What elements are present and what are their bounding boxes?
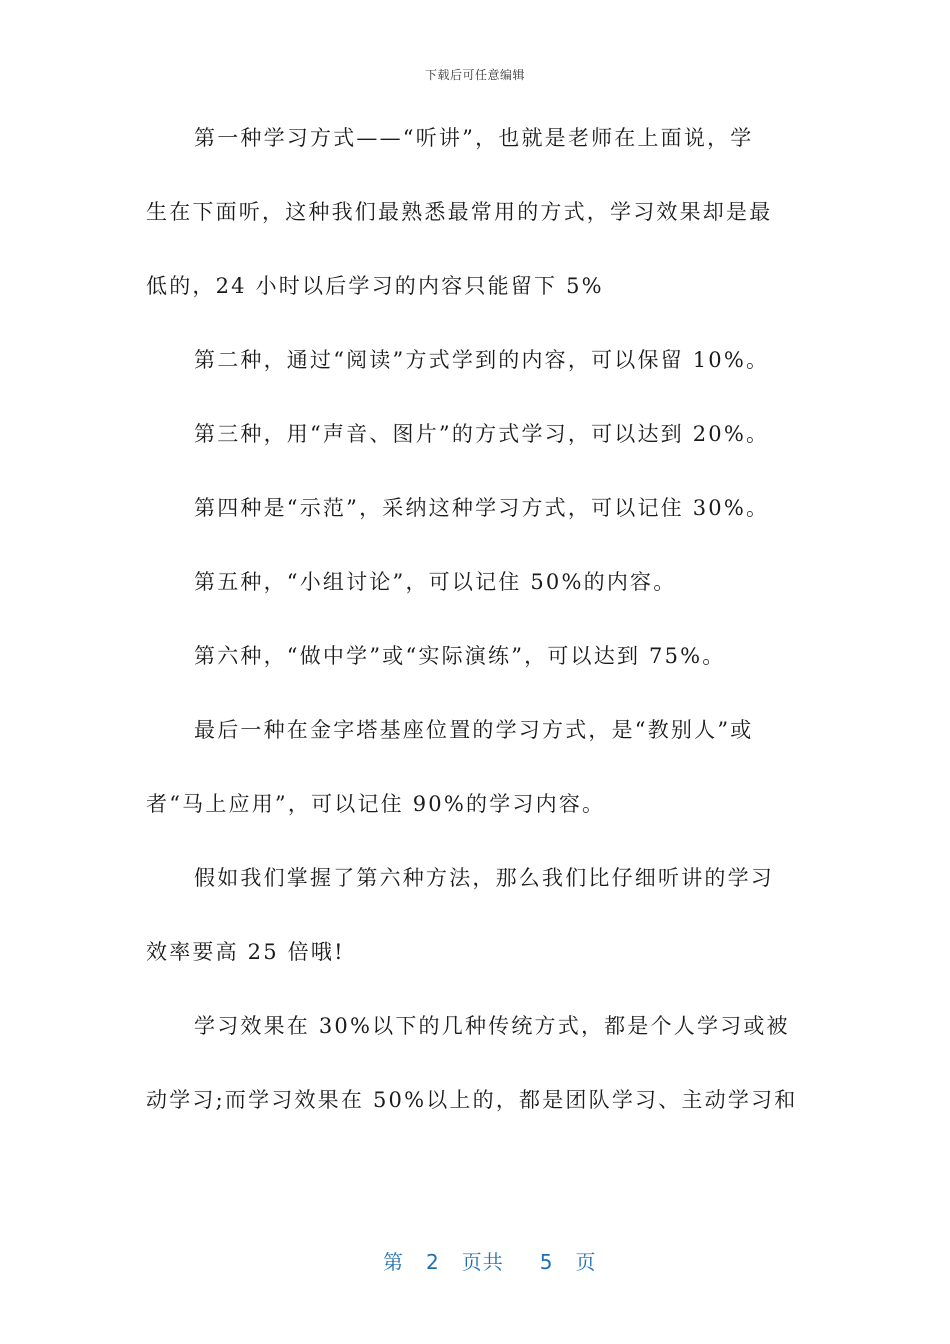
paragraph-line: 学习效果在 30%以下的几种传统方式，都是个人学习或被 bbox=[194, 1014, 790, 1038]
page-middle: 页共 bbox=[461, 1250, 504, 1274]
paragraph-line: 第三种，用“声音、图片”的方式学习，可以达到 20%。 bbox=[194, 422, 770, 446]
page-current-number: 2 bbox=[425, 1250, 440, 1274]
paragraph-line: 第一种学习方式——“听讲”，也就是老师在上面说，学 bbox=[194, 126, 754, 150]
paragraph-line: 生在下面听，这种我们最熟悉最常用的方式，学习效果却是最 bbox=[146, 200, 773, 224]
paragraph-line: 动学习;而学习效果在 50%以上的，都是团队学习、主动学习和 bbox=[146, 1088, 798, 1112]
page-prefix: 第 bbox=[382, 1250, 404, 1274]
paragraph-line: 假如我们掌握了第六种方法，那么我们比仔细听讲的学习 bbox=[194, 866, 774, 890]
page-header: 下载后可任意编辑 bbox=[424, 68, 525, 82]
document-body bbox=[146, 120, 796, 1156]
paragraph-line: 第五种，“小组讨论”，可以记住 50%的内容。 bbox=[194, 570, 677, 594]
paragraph-line: 第二种，通过“阅读”方式学到的内容，可以保留 10%。 bbox=[194, 348, 770, 372]
page-footer bbox=[0, 1222, 950, 1299]
page-suffix: 页 bbox=[575, 1250, 597, 1274]
paragraph-line: 第六种，“做中学”或“实际演练”，可以达到 75%。 bbox=[194, 644, 726, 668]
paragraph-line: 者“马上应用”，可以记住 90%的学习内容。 bbox=[146, 792, 606, 816]
page-total-number: 5 bbox=[539, 1250, 554, 1274]
paragraph-line: 低的，24 小时以后学习的内容只能留下 5% bbox=[146, 274, 604, 298]
paragraph-line: 效率要高 25 倍哦! bbox=[146, 940, 345, 964]
paragraph-line: 第四种是“示范”，采纳这种学习方式，可以记住 30%。 bbox=[194, 496, 770, 520]
paragraph-line: 最后一种在金字塔基座位置的学习方式，是“教别人”或 bbox=[194, 718, 754, 742]
